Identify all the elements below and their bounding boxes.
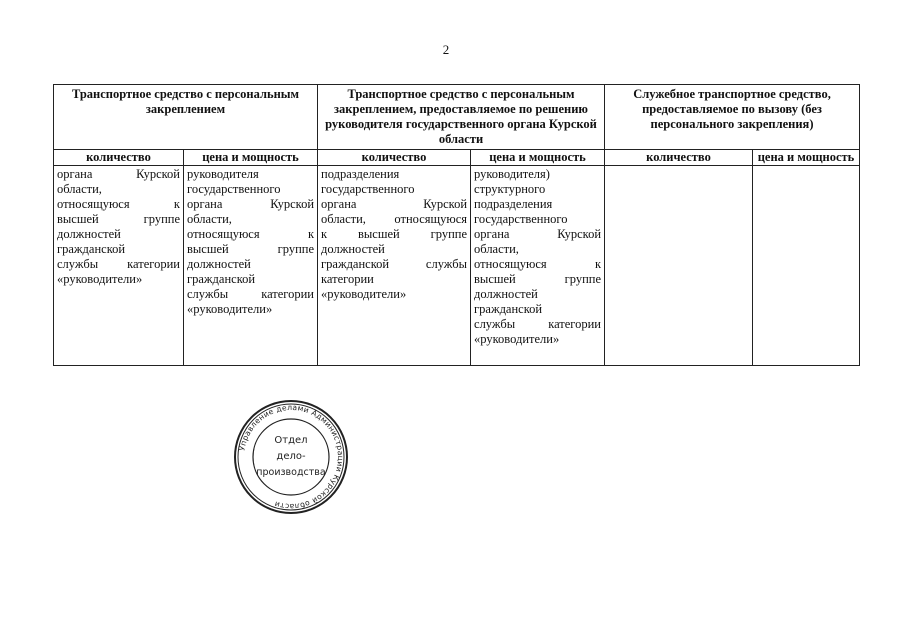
cell-line: службы категории	[474, 317, 602, 331]
table-cell	[318, 166, 471, 366]
department-stamp	[233, 399, 349, 515]
cell-line: области,	[57, 182, 102, 196]
cell-line: должностей	[187, 257, 251, 271]
cell-line: руководителя)	[474, 167, 550, 181]
cell-line: органа Курской	[321, 197, 468, 211]
sub-header-row	[54, 150, 860, 166]
cell-line: структурного	[474, 182, 546, 196]
cell-line: «руководители»	[187, 302, 273, 316]
cell-line: органа Курской	[474, 227, 602, 241]
group-header-on-call: Служебное транспортное средство, предоставляемое по вызову (без персонального закрепления)	[605, 85, 860, 150]
cell-line: государственного	[187, 182, 281, 196]
sub-header-quantity: количество	[54, 150, 184, 166]
cell-line: гражданской службы	[321, 257, 468, 271]
cell-line: должностей	[57, 227, 121, 241]
cell-line: должностей	[474, 287, 538, 301]
table-cell	[471, 166, 605, 366]
cell-line: руководителя	[187, 167, 259, 181]
table-cell	[753, 166, 860, 366]
vehicle-table	[53, 84, 860, 366]
sub-header-price-power: цена и мощность	[753, 150, 860, 166]
stamp-ring-text: Управление делами Администрации Курской области	[237, 402, 346, 512]
cell-line: государственного	[321, 182, 415, 196]
cell-line: подразделения	[321, 167, 400, 181]
stamp-line: производства	[256, 467, 326, 478]
cell-line: высшей группе	[187, 242, 315, 256]
table-cell	[184, 166, 318, 366]
table-cell	[605, 166, 753, 366]
cell-line: подразделения	[474, 197, 553, 211]
cell-line: должностей	[321, 242, 385, 256]
sub-header-price-power: цена и мощность	[184, 150, 318, 166]
cell-line: «руководители»	[474, 332, 560, 346]
cell-line: службы категории	[57, 257, 180, 271]
cell-line: органа Курской	[187, 197, 315, 211]
cell-line: области,	[187, 212, 232, 226]
sub-header-quantity: количество	[605, 150, 753, 166]
cell-line: к высшей группе	[321, 227, 468, 241]
group-header-row	[54, 85, 860, 150]
sub-header-quantity: количество	[318, 150, 471, 166]
group-header-personal: Транспортное средство с персональным закреплением	[54, 85, 318, 150]
cell-line: категории	[321, 272, 374, 286]
cell-line: относящуюся к	[187, 227, 315, 241]
page-number: 2	[442, 42, 450, 57]
cell-line: относящуюся к	[474, 257, 602, 271]
sub-header-price-power: цена и мощность	[471, 150, 605, 166]
table-cell	[54, 166, 184, 366]
cell-line: службы категории	[187, 287, 315, 301]
group-header-by-decision: Транспортное средство с персональным закреплением, предоставляемое по решению руководителя государственного органа Курской области	[318, 85, 605, 150]
cell-line: гражданской	[57, 242, 126, 256]
stamp-line: Отдел	[274, 435, 308, 446]
cell-line: относящуюся к	[57, 197, 180, 211]
cell-line: высшей группе	[57, 212, 180, 226]
cell-line: высшей группе	[474, 272, 602, 286]
cell-line: «руководители»	[321, 287, 407, 301]
cell-line: области, относящуюся	[321, 212, 468, 226]
cell-line: гражданской	[474, 302, 543, 316]
cell-line: «руководители»	[57, 272, 143, 286]
stamp-line: дело-	[276, 451, 306, 462]
cell-line: органа Курской	[57, 167, 180, 181]
cell-line: области,	[474, 242, 519, 256]
cell-line: государственного	[474, 212, 568, 226]
cell-line: гражданской	[187, 272, 256, 286]
table-row	[54, 166, 860, 366]
